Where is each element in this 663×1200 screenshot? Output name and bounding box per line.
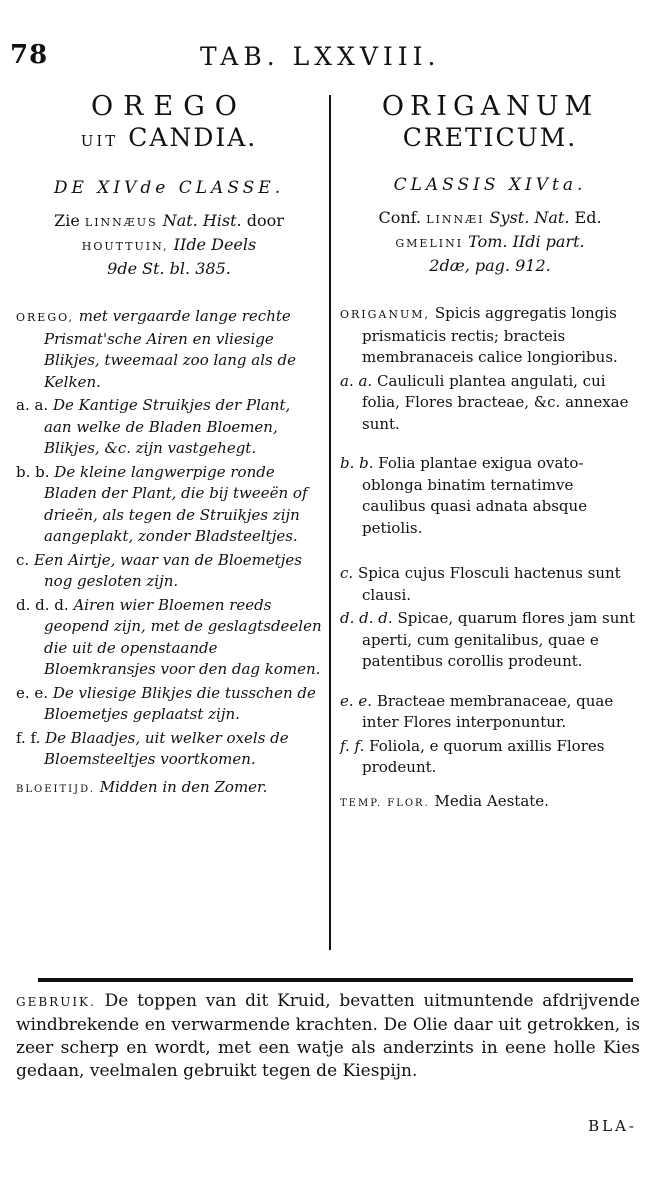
latin-entry bbox=[340, 453, 640, 539]
genus-name: OREGO, bbox=[16, 311, 74, 324]
cite-author: HOUTTUIN, bbox=[81, 240, 169, 253]
page-number: 78 bbox=[10, 40, 49, 70]
latin-entry bbox=[340, 608, 640, 673]
cite-word: Conf. bbox=[378, 208, 422, 227]
spacer bbox=[340, 541, 640, 563]
cite-word: Ed. bbox=[574, 208, 602, 227]
latin-citation-line1 bbox=[340, 207, 640, 231]
latin-entry bbox=[340, 371, 640, 436]
catchword: BLA- bbox=[588, 1117, 637, 1135]
entry-key: c. bbox=[340, 564, 354, 582]
flowering-label: TEMP. FLOR. bbox=[340, 797, 430, 809]
dutch-title-prefix: UIT bbox=[80, 132, 119, 150]
entry-text: Spica cujus Flosculi hactenus sunt clausi. bbox=[357, 564, 621, 604]
dutch-intro bbox=[16, 306, 322, 393]
entry-key: a. a. bbox=[16, 396, 49, 414]
entry-key: e. e. bbox=[340, 691, 373, 710]
usage-text: De toppen van dit Kruid, bevatten uitmuntende afdrijvende windbrekende en verwarmende krachten. De Olie daar uit getrokken, is zeer scherp en wordt, met een watje als anderzints in eene holle Kies gedaan, veelmalen gebruikt tegen de Kiespijn. bbox=[16, 991, 640, 1081]
latin-classis: CLASSIS XIVta. bbox=[393, 175, 587, 195]
dutch-citation bbox=[16, 210, 322, 280]
dutch-citation-line1 bbox=[16, 210, 322, 234]
spacer bbox=[340, 675, 640, 691]
dutch-entry bbox=[16, 595, 322, 681]
dutch-entries bbox=[16, 306, 322, 800]
entry-key: b. b. bbox=[340, 454, 374, 472]
diagnosis-text: Spicis aggregatis longis prismaticis rectis; bracteis membranaceis calice longioribus. bbox=[362, 304, 618, 366]
entry-text: Folia plantae exigua ovato-oblonga binatim ternatimve caulibus quasi adnata absque petiolis. bbox=[362, 454, 588, 537]
running-head: TAB. LXXVIII. bbox=[200, 42, 441, 71]
cite-word: door bbox=[246, 211, 284, 230]
latin-entry bbox=[340, 563, 640, 606]
entry-key: b. b. bbox=[16, 462, 50, 481]
cite-word: Zie bbox=[54, 211, 80, 230]
latin-entries bbox=[340, 303, 640, 814]
dutch-classe: DE XIVde CLASSE. bbox=[53, 178, 285, 198]
latin-citation-line2 bbox=[340, 231, 640, 255]
usage-paragraph bbox=[16, 990, 640, 1083]
column-divider bbox=[329, 95, 331, 950]
entry-text: Spicae, quarum flores jam sunt aperti, cum genitalibus, quae e patentibus corollis prodeunt. bbox=[362, 609, 636, 670]
dutch-column bbox=[16, 90, 322, 800]
entry-text: De Kantige Struikjes der Plant, aan welke de Bladen Bloemen, Blikjes, &c. zijn vastgehegt. bbox=[44, 396, 291, 457]
spacer bbox=[340, 437, 640, 453]
usage-label: GEBRUIK. bbox=[16, 995, 96, 1009]
cite-author: GMELINI bbox=[395, 237, 464, 250]
entry-key: c. bbox=[16, 550, 30, 569]
cite-volume: Tom. IIdi part. bbox=[468, 232, 585, 251]
latin-entry bbox=[340, 736, 640, 779]
dutch-entry bbox=[16, 462, 322, 548]
entry-key: e. e. bbox=[16, 683, 49, 702]
entry-text: Foliola, e quorum axillis Flores prodeunt. bbox=[362, 736, 605, 776]
cite-author: LINNÆUS bbox=[84, 216, 158, 229]
dutch-entry bbox=[16, 550, 322, 593]
latin-citation-line3 bbox=[340, 255, 640, 277]
cite-page: 2dæ, pag. 912. bbox=[429, 256, 551, 275]
entry-text: Cauliculi plantea angulati, cui folia, Flores bracteae, &c. annexae sunt. bbox=[362, 371, 629, 433]
cite-page: 9de St. bl. 385. bbox=[107, 259, 231, 278]
entry-key: d. d. d. bbox=[340, 609, 393, 627]
entry-text: Bracteae membranaceae, quae inter Flores interponuntur. bbox=[362, 691, 614, 731]
cite-work: Nat. Hist. bbox=[162, 211, 242, 230]
latin-intro bbox=[340, 303, 640, 369]
cite-work: Syst. Nat. bbox=[489, 208, 570, 227]
horizontal-rule bbox=[38, 978, 633, 982]
cite-volume: IIde Deels bbox=[173, 235, 257, 254]
cite-author: LINNÆI bbox=[426, 213, 485, 226]
entry-text: De vliesige Blikjes die tusschen de Bloemetjes geplaatst zijn. bbox=[44, 683, 316, 723]
latin-title-line1: ORIGANUM bbox=[381, 91, 599, 122]
entry-text: De Blaadjes, uit welker oxels de Bloemsteeltjes voortkomen. bbox=[44, 728, 289, 768]
entry-text: Airen wier Bloemen reeds geopend zijn, met de geslagtsdeelen die uit de openstaande Bloemkransjes voor den dag komen. bbox=[44, 595, 322, 678]
latin-column bbox=[340, 90, 640, 814]
dutch-citation-line2 bbox=[16, 234, 322, 258]
latin-citation bbox=[340, 207, 640, 277]
dutch-entry bbox=[16, 728, 322, 771]
dutch-title-line2 bbox=[16, 123, 322, 156]
dutch-entry bbox=[16, 395, 322, 460]
entry-key: f. f. bbox=[340, 736, 365, 755]
dutch-title-main: CANDIA. bbox=[128, 123, 258, 152]
entry-key: f. f. bbox=[16, 728, 41, 747]
flowering-label: BLOEITIJD. bbox=[16, 783, 95, 795]
dutch-title-line1: OREGO bbox=[91, 91, 247, 122]
flowering-text: Midden in den Zomer. bbox=[99, 777, 268, 796]
entry-text: Een Airtje, waar van de Bloemetjes nog gesloten zijn. bbox=[33, 550, 302, 590]
dutch-flowering-time bbox=[16, 777, 322, 800]
genus-name: ORIGANUM, bbox=[340, 308, 431, 321]
latin-entry bbox=[340, 691, 640, 734]
dutch-citation-line3 bbox=[16, 258, 322, 280]
latin-title-line2: CRETICUM. bbox=[402, 123, 578, 152]
latin-flowering-time bbox=[340, 791, 640, 814]
flowering-text: Media Aestate. bbox=[434, 791, 549, 810]
dutch-entry bbox=[16, 683, 322, 726]
entry-key: a. a. bbox=[340, 371, 373, 390]
entry-text: De kleine langwerpige ronde Bladen der Plant, die bij tweeën of drieën, als tegen de Struikjes zijn aangeplakt, zonder Bladsteeltjes. bbox=[44, 462, 308, 545]
diagnosis-text: met vergaarde lange rechte Prismat'sche Airen en vliesige Blikjes, tweemaal zoo lang als de Kelken. bbox=[44, 307, 296, 391]
entry-key: d. d. d. bbox=[16, 595, 69, 614]
